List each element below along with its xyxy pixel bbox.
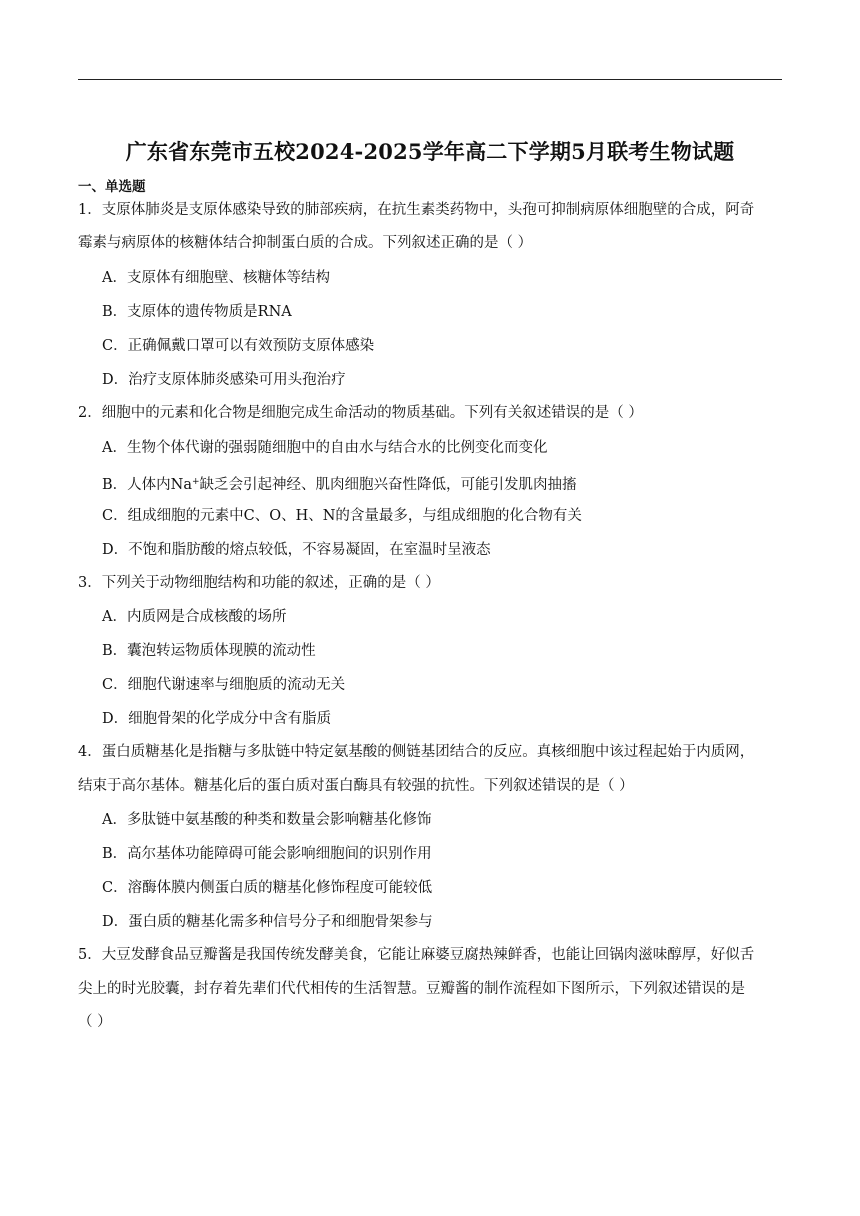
option-b-prefix: B．人体内Na	[102, 477, 192, 493]
question-4-option-a: A．多肽链中氨基酸的种类和数量会影响糖基化修饰	[102, 812, 432, 828]
question-2-option-d: D．不饱和脂肪酸的熔点较低，不容易凝固，在室温时呈液态	[102, 542, 491, 558]
question-4-stem-line-2: 结束于高尔基体。糖基化后的蛋白质对蛋白酶具有较强的抗性。下列叙述错误的是（ ）	[78, 778, 634, 794]
question-3-option-c: C．细胞代谢速率与细胞质的流动无关	[102, 677, 346, 693]
question-3-stem-line-1: 3．下列关于动物细胞结构和功能的叙述，正确的是（ ）	[78, 575, 440, 591]
sodium-ion-charge: +	[192, 477, 200, 487]
question-5-stem-line-1: 5．大豆发酵食品豆瓣酱是我国传统发酵美食，它能让麻婆豆腐热辣鲜香，也能让回锅肉滋味醇厚，好似舌	[78, 947, 755, 963]
question-1-option-b: B．支原体的遗传物质是RNA	[102, 304, 292, 320]
question-4-option-c: C．溶酶体膜内侧蛋白质的糖基化修饰程度可能较低	[102, 880, 433, 896]
question-3-option-a: A．内质网是合成核酸的场所	[102, 609, 287, 625]
document-title: 广东省东莞市五校2024-2025学年高二下学期5月联考生物试题	[125, 139, 735, 164]
question-4-option-d: D．蛋白质的糖基化需多种信号分子和细胞骨架参与	[102, 914, 433, 930]
header-rule	[78, 79, 782, 80]
question-2-stem-line-1: 2．细胞中的元素和化合物是细胞完成生命活动的物质基础。下列有关叙述错误的是（ ）	[78, 405, 643, 421]
question-5-stem-line-2: 尖上的时光胶囊，封存着先辈们代代相传的生活智慧。豆瓣酱的制作流程如下图所示，下列叙述错误的是	[78, 981, 745, 997]
question-1-option-d: D．治疗支原体肺炎感染可用头孢治疗	[102, 372, 346, 388]
question-4-stem-line-1: 4．蛋白质糖基化是指糖与多肽链中特定氨基酸的侧链基团结合的反应。真核细胞中该过程起始于内质网，	[78, 744, 755, 760]
question-2-option-b	[102, 472, 577, 495]
question-2-option-a: A．生物个体代谢的强弱随细胞中的自由水与结合水的比例变化而变化	[102, 440, 548, 456]
question-3-option-d: D．细胞骨架的化学成分中含有脂质	[102, 711, 332, 727]
question-1-stem-line-1: 1．支原体肺炎是支原体感染导致的肺部疾病，在抗生素类药物中，头孢可抑制病原体细胞壁的合成，阿奇	[78, 202, 755, 218]
question-4-option-b: B．高尔基体功能障碍可能会影响细胞间的识别作用	[102, 846, 432, 862]
question-1-stem-line-2: 霉素与病原体的核糖体结合抑制蛋白质的合成。下列叙述正确的是（ ）	[78, 235, 533, 251]
section-heading: 一、单选题	[78, 179, 146, 195]
question-5-stem-line-3: （ ）	[78, 1014, 112, 1030]
option-b-rest: 缺乏会引起神经、肌肉细胞兴奋性降低，可能引发肌肉抽搐	[199, 477, 577, 493]
question-3-option-b: B．囊泡转运物质体现膜的流动性	[102, 643, 316, 659]
question-1-option-c: C．正确佩戴口罩可以有效预防支原体感染	[102, 338, 375, 354]
question-1-option-a: A．支原体有细胞壁、核糖体等结构	[102, 270, 330, 286]
question-2-option-c: C．组成细胞的元素中C、O、H、N的含量最多，与组成细胞的化合物有关	[102, 508, 582, 524]
